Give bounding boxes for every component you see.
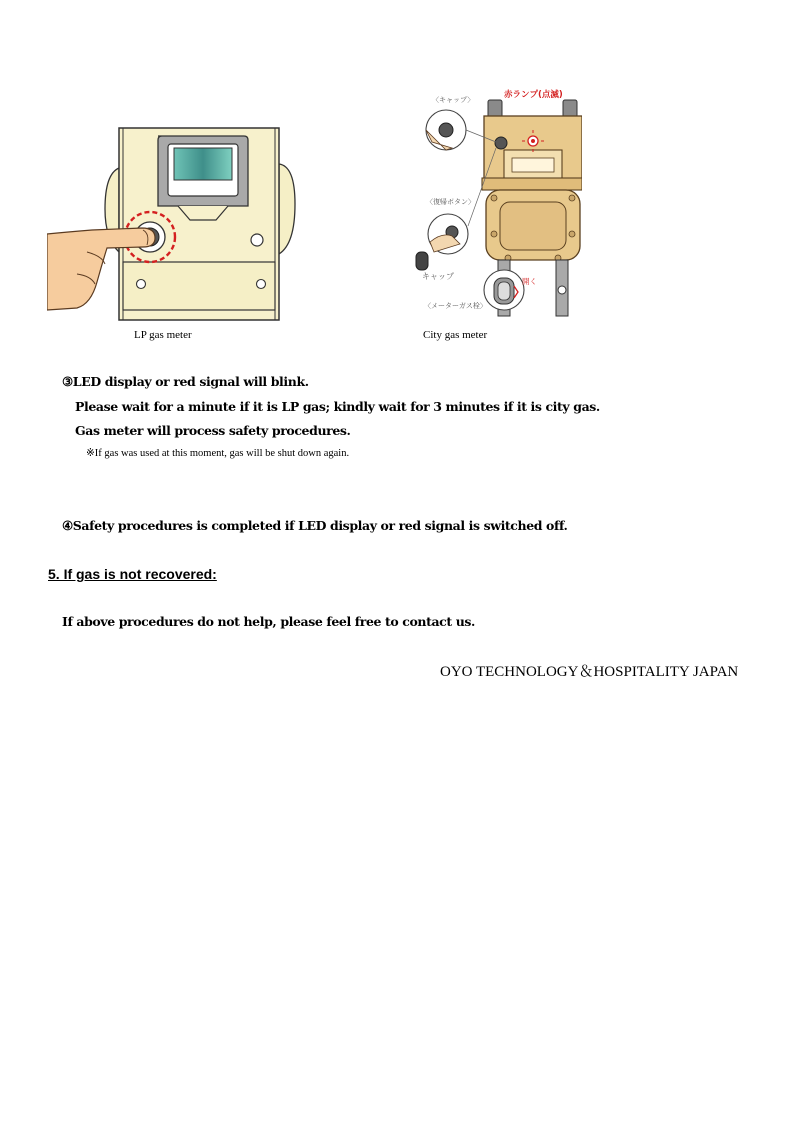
red-lamp-label: 赤ランプ(点滅) [504, 90, 563, 100]
cap-label: キャップ [422, 272, 454, 281]
step4-text: ④Safety procedures is completed if LED display or red signal is switched off. [62, 518, 568, 533]
meter-valve-label: 〈メーターガス栓〉 [424, 302, 487, 310]
lp-gas-meter-caption: LP gas meter [134, 329, 192, 341]
city-gas-meter-caption: City gas meter [423, 329, 488, 341]
open-label: 開く [522, 277, 537, 286]
reset-button-label: 〈復帰ボタン〉 [426, 198, 475, 206]
cap-top-label: 〈キャップ〉 [432, 96, 475, 104]
step3-note: ※If gas was used at this moment, gas will be shut down again. [86, 448, 350, 459]
step3-line2: Please wait for a minute if it is LP gas; kindly wait for 3 minutes if it is city gas. [75, 399, 600, 414]
lp-gas-meter-illustration [47, 124, 297, 322]
section5-body: If above procedures do not help, please feel free to contact us. [62, 614, 475, 629]
city-gas-meter-illustration [412, 86, 582, 322]
step3-line3: Gas meter will process safety procedures. [75, 423, 351, 438]
company-name: OYO TECHNOLOGY＆HOSPITALITY JAPAN [440, 664, 739, 680]
step3-line1: ③LED display or red signal will blink. [62, 374, 309, 389]
section5-heading: 5. If gas is not recovered: [48, 566, 217, 582]
